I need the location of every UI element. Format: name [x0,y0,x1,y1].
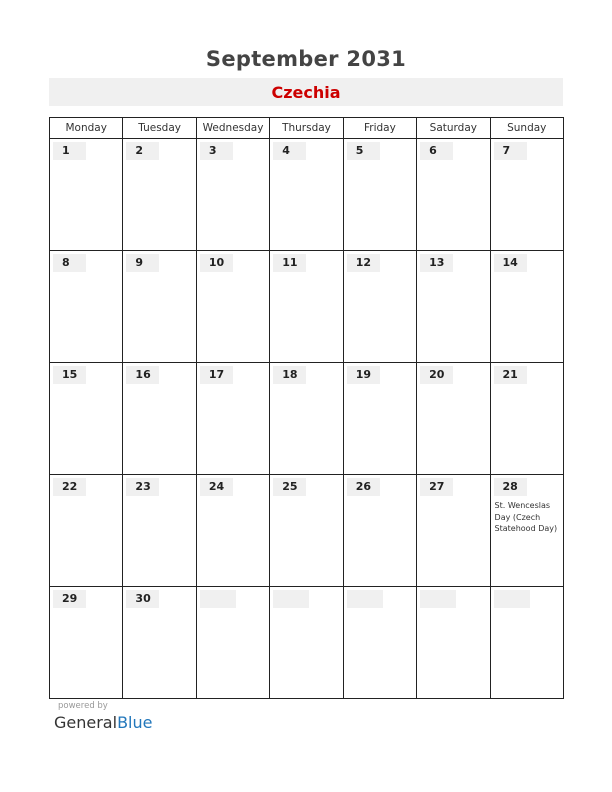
day-number: 3 [200,142,233,160]
week-row [50,587,564,699]
weekday-header: Monday [50,118,123,139]
day-cell [196,475,269,587]
day-cell [417,587,490,699]
day-cell [343,363,416,475]
day-cell [343,251,416,363]
day-number: 1 [53,142,86,160]
day-cell [490,251,563,363]
day-number: 28 [494,478,527,496]
day-cell [196,251,269,363]
day-cell [50,587,123,699]
day-number: 2 [126,142,159,160]
weekday-header: Saturday [417,118,490,139]
day-cell [343,139,416,251]
day-number: 13 [420,254,453,272]
day-cell [196,587,269,699]
day-number: 9 [126,254,159,272]
day-number: 29 [53,590,86,608]
country-bar [49,78,563,106]
day-cell [417,475,490,587]
empty-day-box [494,590,530,608]
day-number: 19 [347,366,380,384]
week-row [50,251,564,363]
day-cell [417,251,490,363]
empty-day-box [273,590,309,608]
day-cell [123,139,196,251]
day-number: 5 [347,142,380,160]
weekday-header: Friday [343,118,416,139]
day-number: 14 [494,254,527,272]
brand-general-text: General [54,713,118,732]
day-number: 24 [200,478,233,496]
day-number: 26 [347,478,380,496]
day-cell [417,139,490,251]
empty-day-box [420,590,456,608]
day-cell [490,139,563,251]
day-cell [50,251,123,363]
day-number: 22 [53,478,86,496]
calendar-title: September 2031 [205,47,407,71]
day-number: 10 [200,254,233,272]
brand-blue-text: Blue [117,713,153,732]
day-cell [417,363,490,475]
brand-logo[interactable] [54,713,152,732]
day-cell [270,475,343,587]
day-number: 23 [126,478,159,496]
weekday-header: Thursday [270,118,343,139]
day-cell [490,587,563,699]
day-cell [50,475,123,587]
weekday-header-row [50,118,564,139]
day-number: 7 [494,142,527,160]
week-row [50,363,564,475]
day-cell [270,587,343,699]
powered-by-text: powered by [58,701,108,711]
day-number: 11 [273,254,306,272]
day-cell [123,363,196,475]
day-number: 27 [420,478,453,496]
country-name: Czechia [271,83,341,102]
calendar-grid [49,117,564,699]
week-row [50,475,564,587]
holiday-label: St. Wenceslas Day (Czech Statehood Day) [494,501,558,533]
day-number: 18 [273,366,306,384]
day-number: 16 [126,366,159,384]
day-number: 20 [420,366,453,384]
day-cell [490,363,563,475]
day-number: 12 [347,254,380,272]
week-row [50,139,564,251]
day-number: 4 [273,142,306,160]
weekday-header: Tuesday [123,118,196,139]
day-cell [123,587,196,699]
day-cell [343,475,416,587]
day-cell [196,139,269,251]
day-cell [50,139,123,251]
empty-day-box [347,590,383,608]
day-cell [270,251,343,363]
day-number: 8 [53,254,86,272]
day-number: 6 [420,142,453,160]
day-cell [490,475,563,587]
day-number: 17 [200,366,233,384]
day-number: 21 [494,366,527,384]
weekday-header: Wednesday [196,118,269,139]
empty-day-box [200,590,236,608]
day-cell [123,475,196,587]
day-cell [270,363,343,475]
day-cell [123,251,196,363]
day-number: 25 [273,478,306,496]
day-cell [50,363,123,475]
weekday-header: Sunday [490,118,563,139]
day-cell [196,363,269,475]
day-number: 30 [126,590,159,608]
day-cell [343,587,416,699]
day-cell [270,139,343,251]
day-number: 15 [53,366,86,384]
